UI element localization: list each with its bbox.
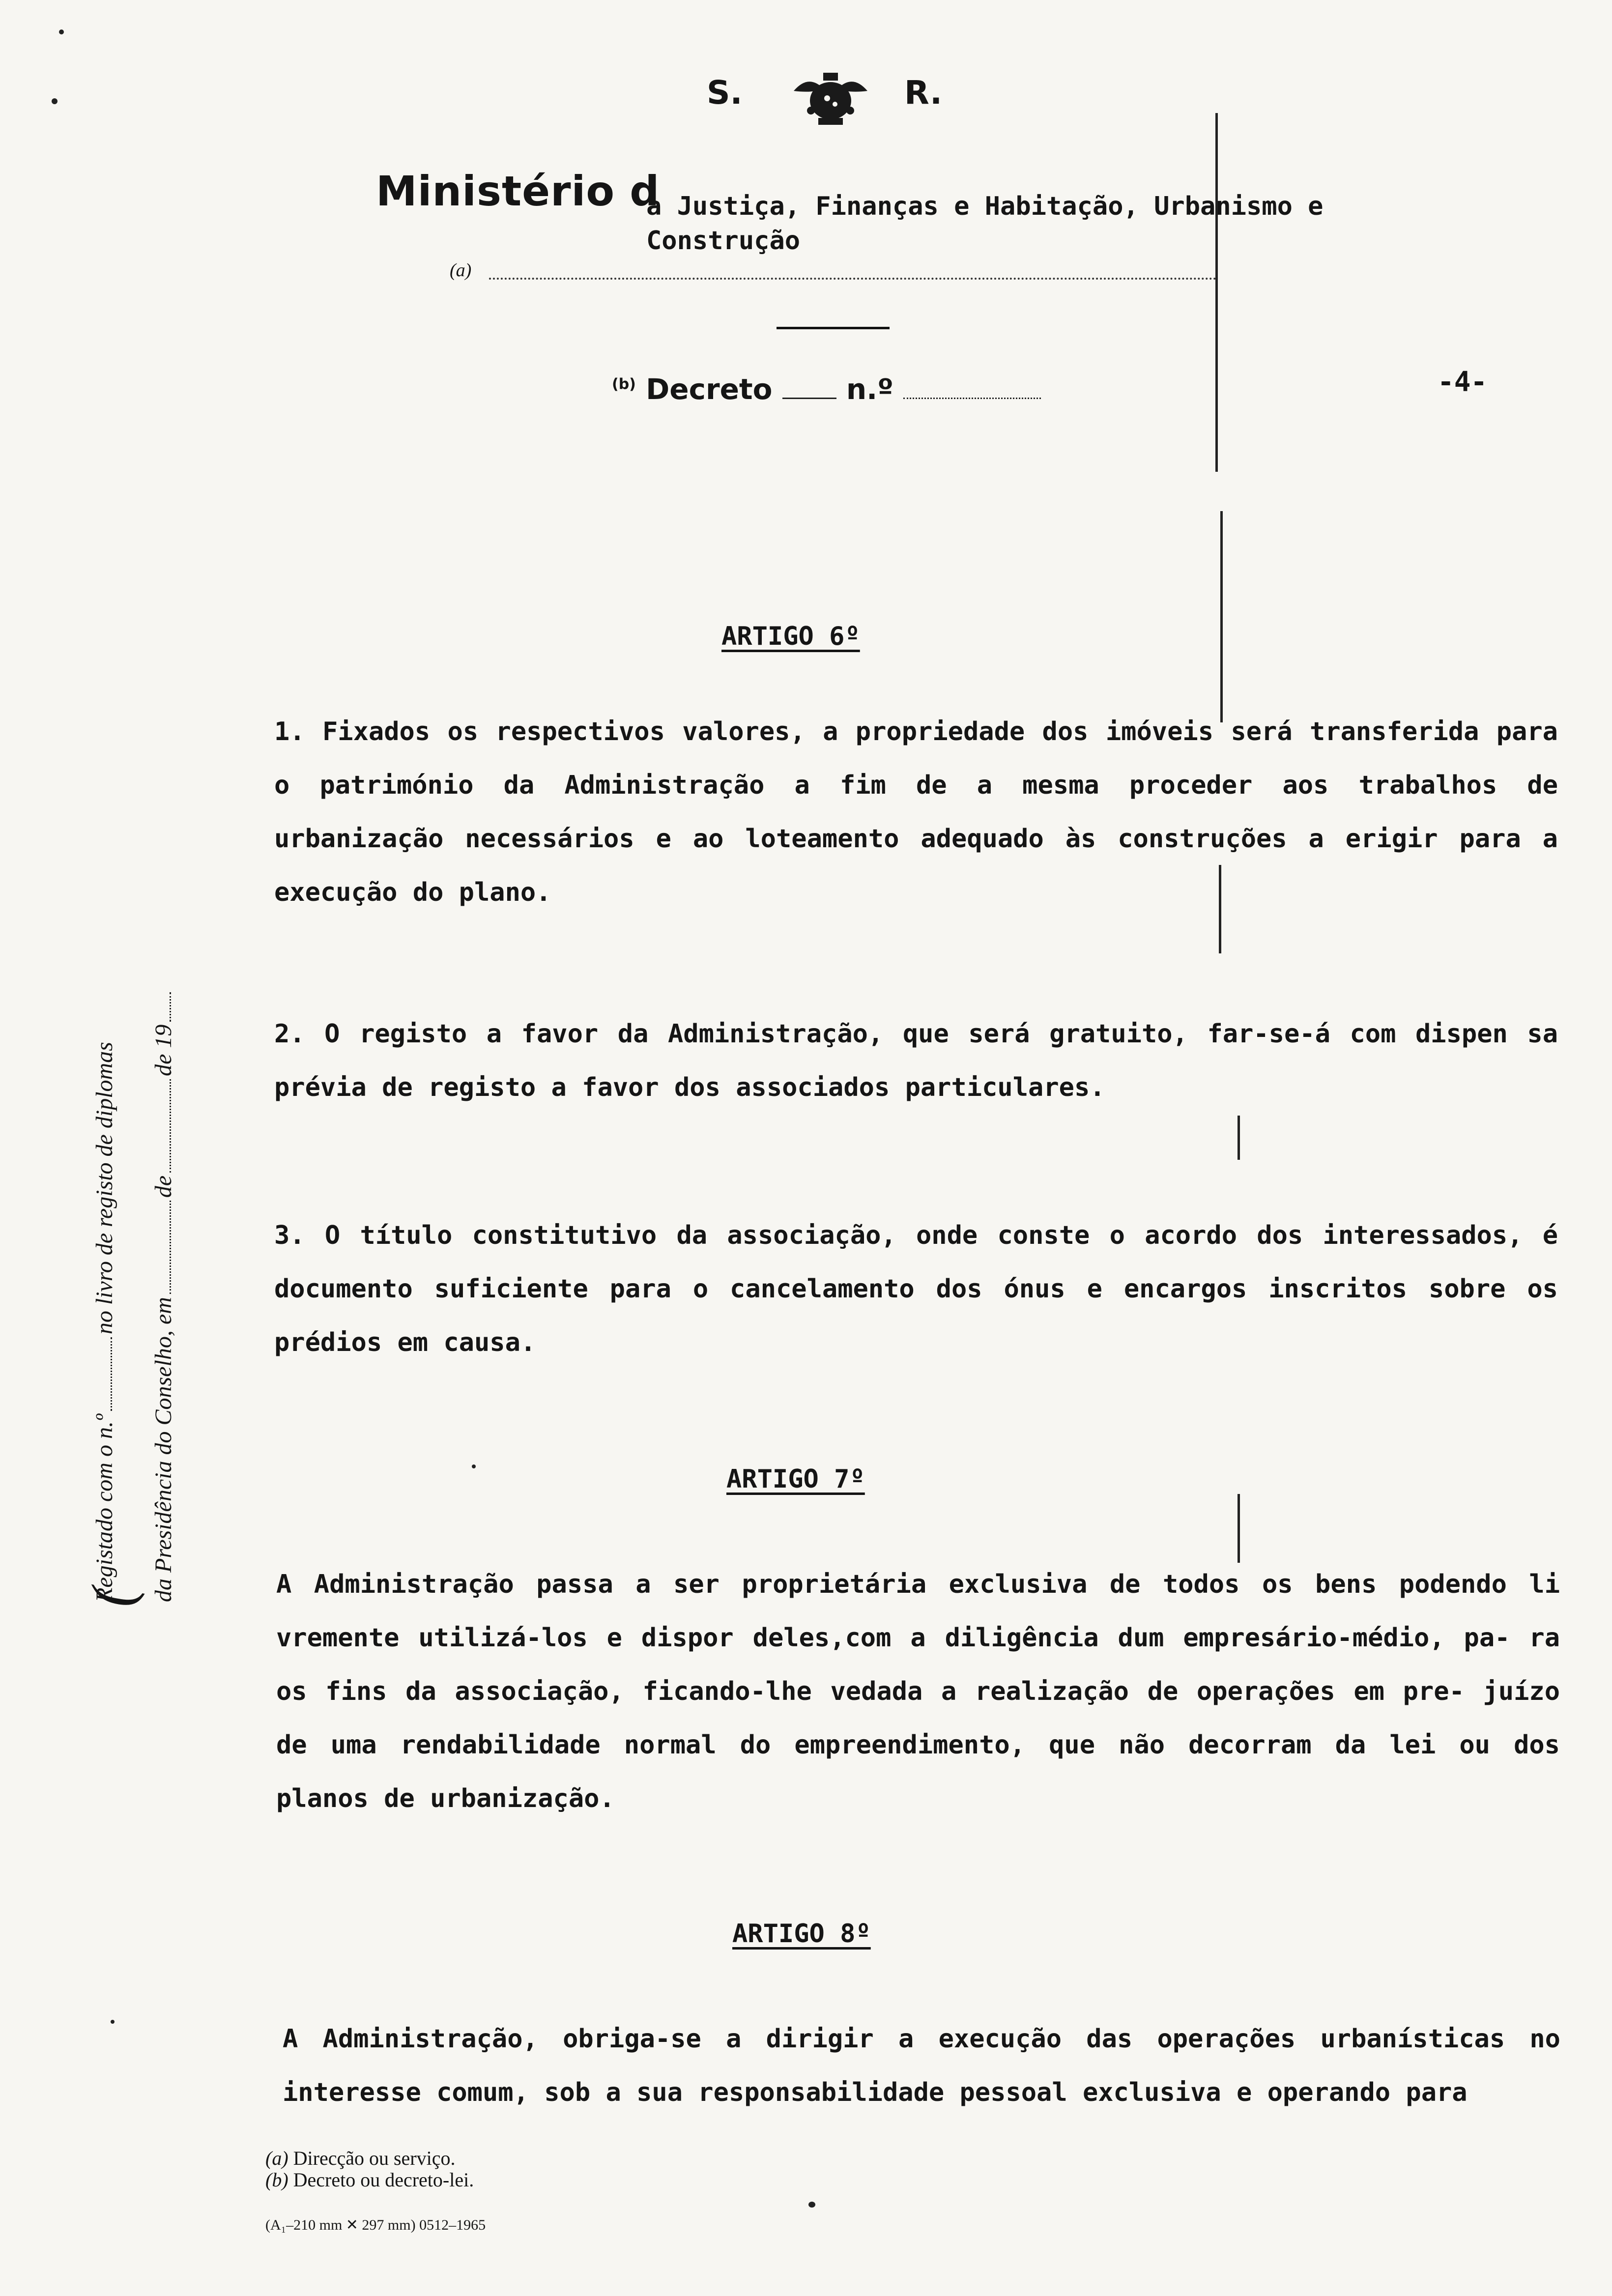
footnote-b-text: Decreto ou decreto-lei.	[293, 2169, 474, 2191]
scan-speck	[52, 98, 58, 104]
margin-rule	[1238, 1494, 1240, 1563]
sidebar-livro: no livro de registo de diplomas	[91, 1042, 117, 1335]
ministry-prefix: Ministério d	[376, 167, 660, 215]
article-heading: ARTIGO 7º	[726, 1464, 865, 1494]
margin-rule	[1215, 113, 1218, 472]
article-heading: ARTIGO 8º	[732, 1919, 871, 1949]
coat-of-arms-icon	[784, 64, 877, 138]
article-heading: ARTIGO 6º	[721, 622, 860, 651]
ministry-name: a Justiça, Finanças e Habitação, Urbanismo e Construção	[646, 192, 1324, 256]
scan-speck	[472, 1464, 476, 1468]
sidebar-line-2	[150, 989, 177, 1602]
decreto-type-blank	[782, 393, 836, 399]
paragraph-6-3: 3. O título constitutivo da associação, onde conste o acordo dos interessados, é documento suficiente para o cancelamento dos ónus e encargos inscritos sobre os prédios em causa.	[274, 1221, 1558, 1357]
bracket-mark: (	[80, 1587, 145, 1607]
decreto-line	[612, 373, 1041, 406]
field-a-blank	[489, 278, 1216, 280]
sidebar-presidencia: da Presidência do Conselho, em	[150, 1297, 176, 1602]
seal-letter-r: R.	[904, 74, 943, 112]
margin-rule	[1238, 1116, 1240, 1160]
scan-speck	[111, 2020, 115, 2024]
sidebar-line-1	[91, 1042, 118, 1602]
scan-speck	[59, 29, 64, 34]
decreto-number-blank	[903, 393, 1041, 399]
footnote-b	[265, 2169, 474, 2191]
margin-rule	[1220, 511, 1223, 722]
scan-speck	[808, 2202, 815, 2208]
footnote-a	[265, 2148, 455, 2169]
paragraph-6-2: 2. O registo a favor da Administração, que será gratuito, far-se-á com dispen sa prévia de registo a favor dos associados particulares.	[274, 1019, 1558, 1102]
decreto-number-label: n.º	[846, 373, 893, 406]
decreto-ref: (b)	[612, 375, 636, 393]
footnote-a-text: Direcção ou serviço.	[293, 2147, 456, 2169]
registration-sidebar	[5, 678, 221, 1607]
sidebar-de: de	[150, 1175, 176, 1198]
field-a-label: (a)	[450, 260, 472, 281]
sidebar-registado: Registado com o n.º	[91, 1414, 117, 1602]
header-divider	[777, 327, 890, 329]
form-code: (A₁–210 mm ✕ 297 mm) 0512–1965	[265, 2217, 486, 2233]
footnote-b-label: (b)	[265, 2169, 288, 2191]
sidebar-de-19: de 19	[150, 1024, 176, 1076]
paragraph-8: A Administração, obriga-se a dirigir a execução das operações urbanísticas no interesse comum, sob a sua responsabilidade pessoal exclusiva e operando para	[283, 2024, 1560, 2107]
paragraph-7: A Administração passa a ser proprietária exclusiva de todos os bens podendo li vremente utilizá-los e dispor deles,com a diligência dum empresário-médio, pa- ra os fins da associação, ficando-lhe vedada a realização de operações em pre- juízo de uma rendabilidade normal do empreendimento, que não decorram da lei ou dos planos de urbanização.	[276, 1570, 1560, 1813]
footnote-a-label: (a)	[265, 2147, 288, 2169]
seal-letter-s: S.	[707, 74, 743, 112]
page-number: -4-	[1438, 366, 1488, 398]
paragraph-6-1: 1. Fixados os respectivos valores, a propriedade dos imóveis será transferida para o património da Administração a fim de a mesma proceder aos trabalhos de urbanização necessários e ao loteamento adequado às construções a erigir para a execução do plano.	[274, 717, 1558, 907]
decreto-word: Decreto	[646, 373, 773, 406]
